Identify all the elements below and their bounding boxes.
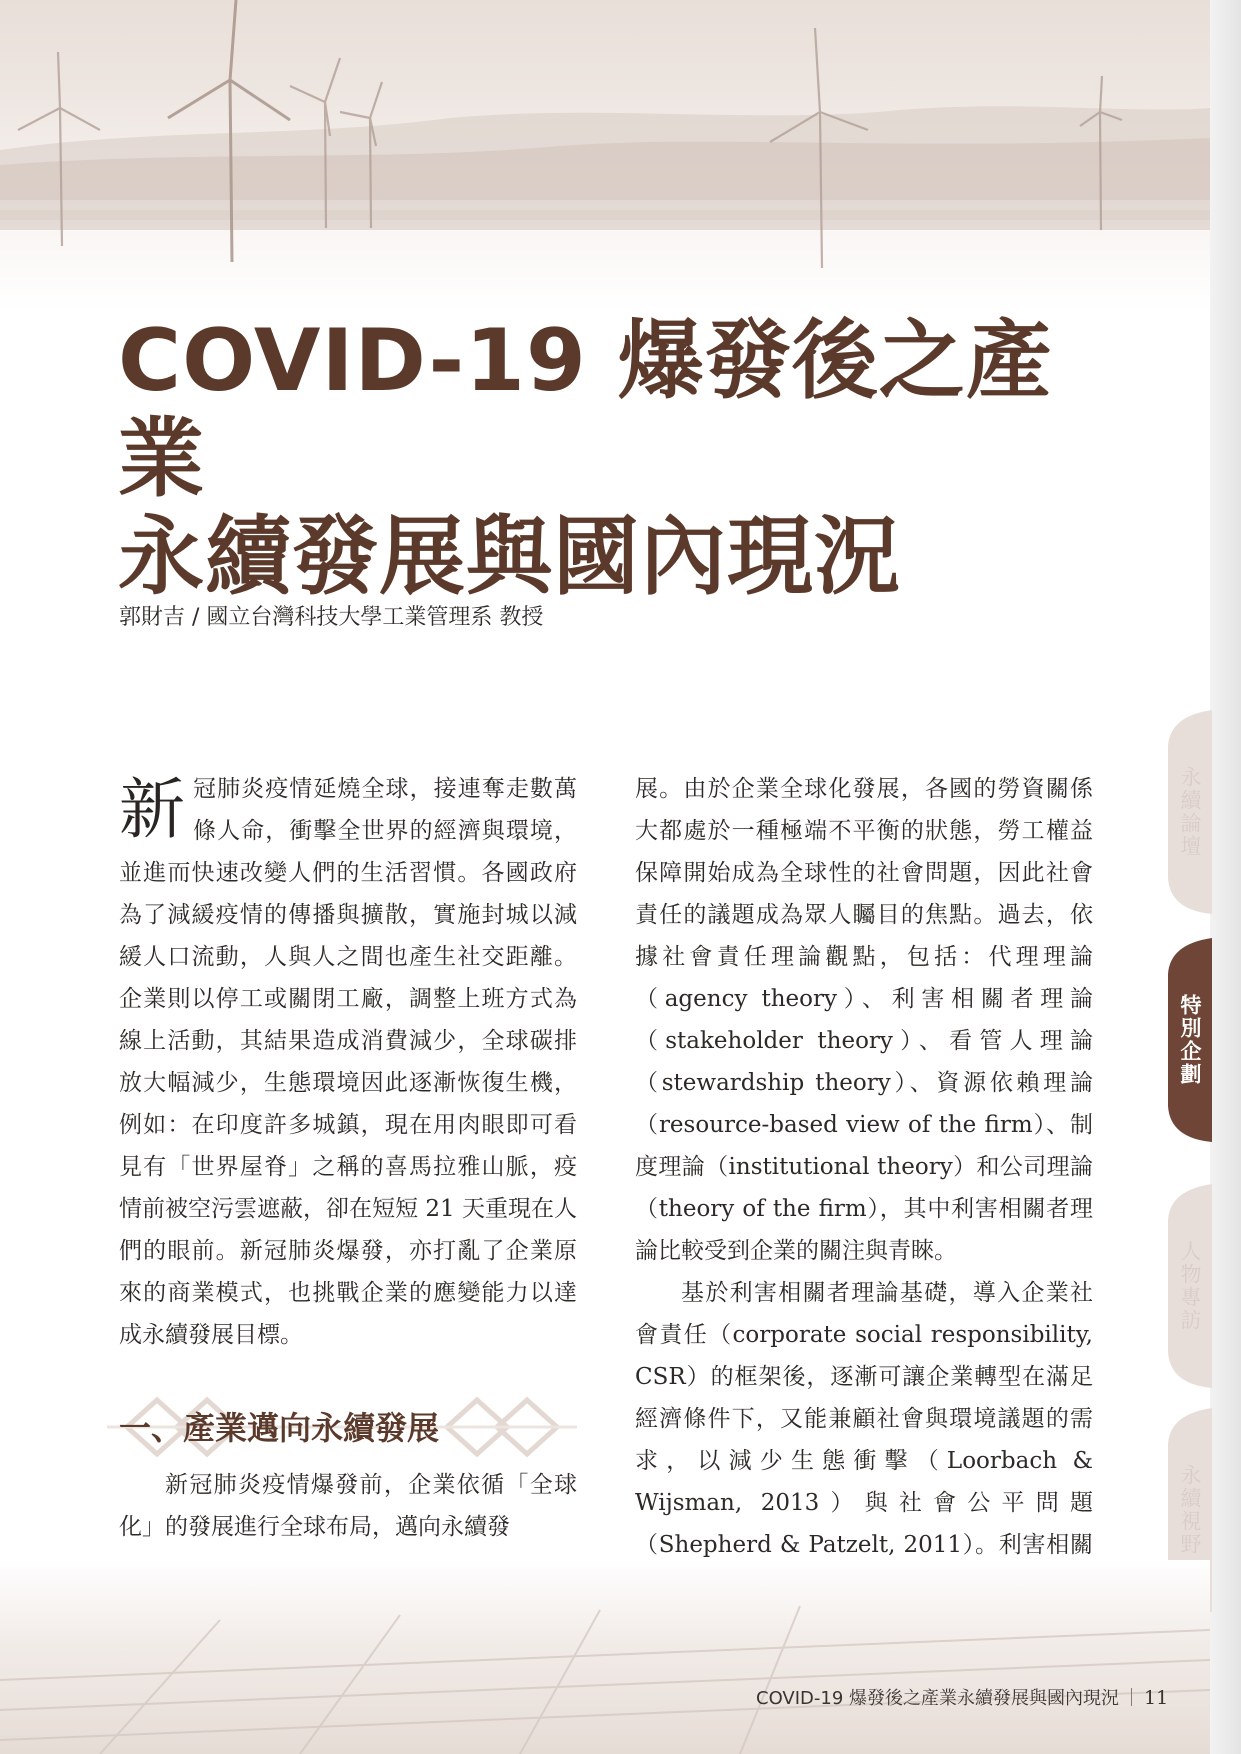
side-tab-forum[interactable] — [1162, 706, 1218, 918]
intro-text: 冠肺炎疫情延燒全球，接連奪走數萬條人命，衝擊全世界的經濟與環境，並進而快速改變人們的生活習慣。各國政府為了減緩疫情的傳播與擴散，實施封城以減緩人口流動，人與人之間也產生社交距離。企業則以停工或關閉工廠，調整上班方式為線上活動，其結果造成消費減少，全球碳排放大幅減少，生態環境因此逐漸恢復生機，例如：在印度許多城鎮，現在用肉眼即可看見有「世界屋脊」之稱的喜馬拉雅山脈，疫情前被空污雲遮蔽，卻在短短 21 天重現在人們的眼前。新冠肺炎爆發，亦打亂了企業原來的商業模式，也挑戰企業的應變能力以達成永續發展目標。 — [119, 776, 577, 1348]
page-number: 11 — [1144, 1687, 1169, 1709]
section-1-title: 一、產業邁向永續發展 — [119, 1409, 440, 1447]
drop-cap: 新 — [119, 771, 185, 848]
running-title: COVID-19 爆發後之產業永續發展與國內現況 — [756, 1688, 1120, 1709]
author-byline: 郭財吉 / 國立台灣科技大學工業管理系 教授 — [119, 605, 544, 630]
side-tab-interview[interactable] — [1162, 1180, 1218, 1392]
footer-divider — [1131, 1688, 1132, 1706]
article-title — [118, 312, 1078, 606]
side-tab-special-feature[interactable] — [1162, 934, 1218, 1146]
right-paragraph-1: 展。由於企業全球化發展，各國的勞資關係大都處於一種極端不平衡的狀態，勞工權益保障開始成為全球性的社會問題，因此社會責任的議題成為眾人矚目的焦點。過去，依據社會責任理論觀點，包括：代理理論（agency theory）、利害相關者理論（stakeholder theory）、看管人理論（stewardship theory）、資源依賴理論（resource-based view of the firm）、制度理論（institutional theory）和公司理論（theory of the firm），其中利害相關者理論比較受到企業的關注與青睞。 — [635, 776, 1093, 1264]
section-1-paragraph: 新冠肺炎疫情爆發前，企業依循「全球化」的發展進行全球布局，邁向永續發 — [119, 1472, 577, 1540]
right-paragraph-2: 基於利害相關者理論基礎，導入企業社會責任（corporate social responsibility, CSR）的框架後，逐漸可讓企業轉型在滿足經濟條件下，又能兼顧社會與環境議題的需求，以減少生態衝擊（Loorbach & Wijsman, 2013）與社會公平問題（Shepherd & Patzelt, 2011）。利害相關 — [635, 1280, 1093, 1558]
intro-paragraph — [119, 768, 577, 1356]
section-heading — [119, 1396, 577, 1458]
title-line-1: COVID-19 爆發後之產業 — [118, 311, 1053, 509]
header-landscape-image — [0, 0, 1210, 310]
side-tab-label: 特別企劃 — [1178, 994, 1202, 1086]
title-line-2: 永續發展與國內現況 — [118, 507, 901, 607]
footer-solar-image — [0, 1560, 1210, 1754]
side-tab-label: 永續論壇 — [1178, 766, 1202, 858]
left-column — [119, 768, 577, 1548]
side-tab-label: 人物專訪 — [1178, 1240, 1202, 1332]
right-column — [635, 768, 1093, 1608]
running-footer — [756, 1684, 1168, 1710]
side-tab-label: 永續視野 — [1178, 1464, 1202, 1556]
